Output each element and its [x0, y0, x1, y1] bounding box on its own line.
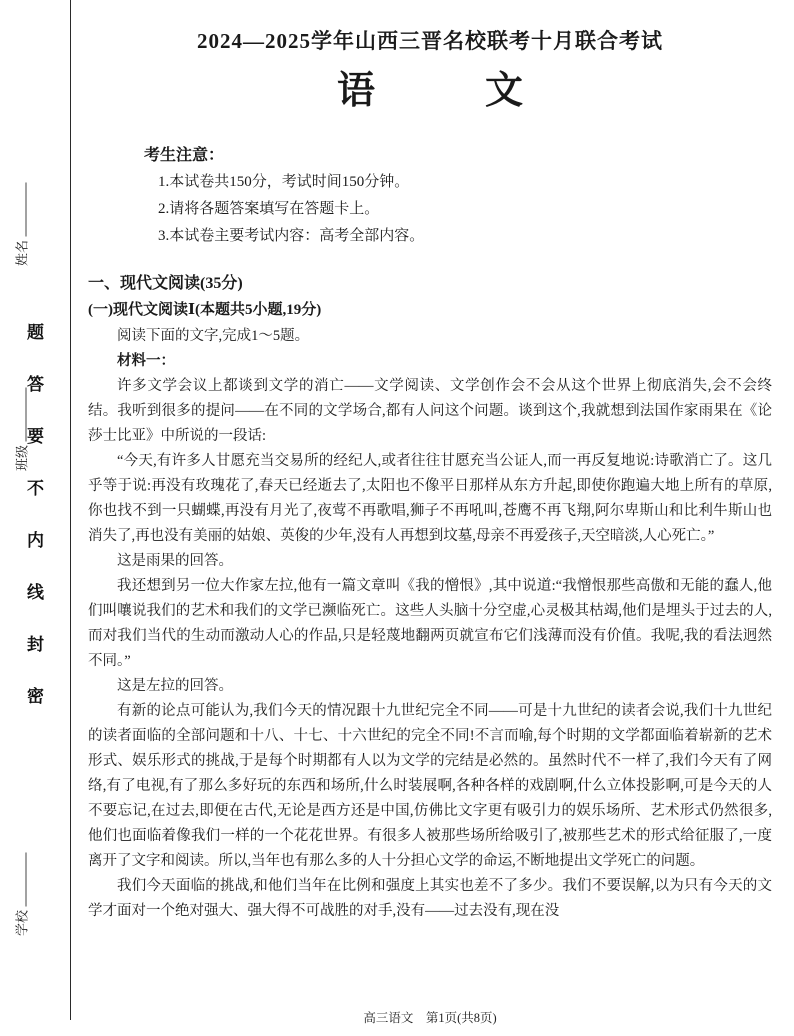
- seal-char: 要: [27, 427, 44, 446]
- material-paragraph: 这是雨果的回答。: [117, 553, 233, 569]
- notice-heading: 考生注意：: [144, 147, 225, 164]
- exam-title: 2024—2025学年山西三晋名校联考十月联合考试: [197, 29, 663, 53]
- seal-char: 线: [27, 583, 44, 602]
- material-label: 材料一：: [117, 353, 175, 369]
- reading-instruction: 阅读下面的文字,完成1～5题。: [117, 328, 310, 344]
- section-heading: 一、现代文阅读(35分): [88, 275, 243, 292]
- seal-char: 题: [27, 323, 44, 342]
- name-fill-line: [14, 183, 27, 237]
- school-label-text: 学校: [14, 910, 30, 937]
- page-footer: 高三语文 第1页(共8页): [363, 1011, 497, 1025]
- subject-char: 语: [336, 70, 375, 112]
- material-paragraph: 我们今天面临的挑战,和他们当年在比例和强度上其实也差不了多少。我们不要误解,以为只有今天的文学才面对一个绝对强大、强大得不可战胜的对手,没有——过去没有,现在没: [88, 878, 772, 919]
- school-field-label: [12, 830, 31, 960]
- material-paragraph: “今天,有许多人甘愿充当交易所的经纪人,或者往往甘愿充当公证人,而一再反复地说:诗歌消亡了。这几乎等于说:再没有玫瑰花了,春天已经逝去了,太阳也不像平日那样从东方升起,即使你跑遍大地上所有的草原,你也找不到一只蝴蝶,再没有月光了,夜莺不再歌唱,狮子不再吼叫,苍鹰不再飞翔,阿尔卑斯山和比利牛斯山也消失了,再也没有美丽的姑娘、英俊的少年,没有人再想到坟墓,母亲不再爱孩子,天空暗淡,人心死亡。”: [88, 453, 772, 544]
- material-paragraph: 许多文学会议上都谈到文学的消亡——文学阅读、文学创作会不会从这个世界上彻底消失,会不会终结。我听到很多的提问——在不同的文学场合,都有人问这个问题。谈到这个,我就想到法国作家雨果在《论莎士比亚》中所说的一段话:: [88, 378, 772, 444]
- exam-content: [88, 26, 772, 924]
- school-fill-line: [14, 853, 27, 907]
- seal-char: 内: [27, 531, 44, 550]
- name-field-label: [12, 160, 31, 290]
- material-paragraph: 我还想到另一位大作家左拉,他有一篇文章叫《我的憎恨》,其中说道:“我憎恨那些高傲和无能的蠢人,他们叫嚷说我们的艺术和我们的文学已濒临死亡。这些人头脑十分空虚,心灵极其枯竭,他们是埋头于过去的人,而对我们当代的生动而激动人心的作品,只是轻蔑地翻两页就宣布它们浅薄而没有价值。我呢,我的看法迥然不同。”: [88, 578, 772, 669]
- notice-item: 1.本试卷共150分，考试时间150分钟。: [158, 174, 410, 190]
- material-paragraph: 这是左拉的回答。: [117, 678, 233, 694]
- notice-item: 3.本试卷主要考试内容：高考全部内容。: [158, 228, 425, 244]
- class-label-text: 班级: [14, 445, 30, 472]
- seal-char: 密: [27, 687, 44, 706]
- class-fill-line: [14, 388, 27, 442]
- seal-char: 封: [27, 635, 44, 654]
- name-label-text: 姓名: [14, 240, 30, 267]
- seal-vertical-line: [70, 0, 71, 1020]
- subject-title: [88, 64, 772, 118]
- subsection-heading: (一)现代文阅读Ⅰ(本题共5小题,19分): [88, 302, 322, 318]
- material-paragraph: 有新的论点可能认为,我们今天的情况跟十九世纪完全不同——可是十九世纪的读者会说,我们十九世纪的读者面临的全部问题和十八、十七、十六世纪的完全不同!不言而喻,每个时期的文学都面临着崭新的艺术形式、娱乐形式的挑战,于是每个时期都有人以为文学的完结是必然的。虽然时代不一样了,我们今天有了网络,有了电视,有了那么多好玩的东西和场所,什么时装展啊,各种各样的戏剧啊,什么立体投影啊,可是今天的人不要忘记,在过去,即便在古代,无论是西方还是中国,仿佛比文字更有吸引力的娱乐场所、艺术形式仍然很多,他们也面临着像我们一样的一个花花世界。有很多人被那些场所给吸引了,被那些艺术的形式给征服了,一度离开了文字和阅读。所以,当年也有那么多的人十分担心文学的命运,不断地提出文学死亡的问题。: [88, 703, 772, 869]
- candidate-notice: [144, 142, 772, 250]
- notice-item: 2.请将各题答案填写在答题卡上。: [158, 201, 380, 217]
- subject-char: 文: [485, 70, 524, 112]
- seal-char: 不: [27, 479, 44, 498]
- class-field-label: [12, 365, 31, 495]
- seal-char: 答: [27, 375, 44, 394]
